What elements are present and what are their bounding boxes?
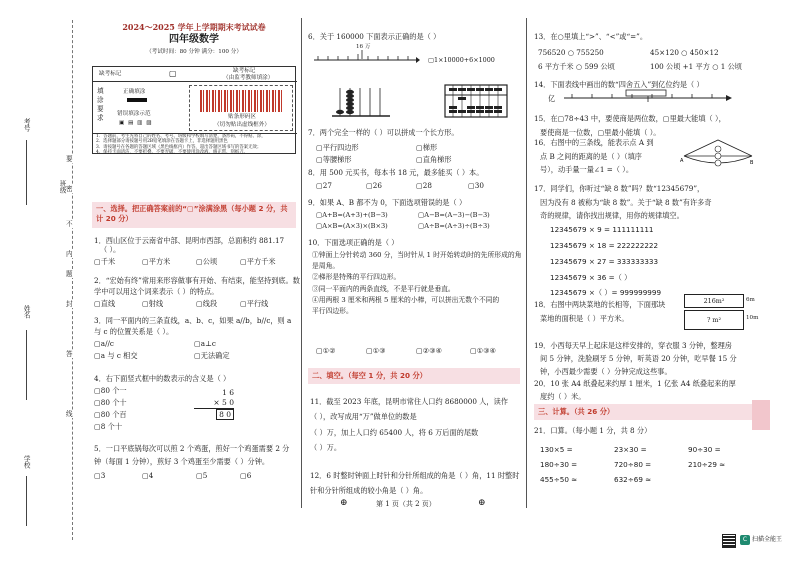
- q2-line-2: 学中可以用这个词来表示（ ）的特点。: [94, 287, 219, 296]
- info-divider: [93, 81, 297, 82]
- q12-line-2: 针和分针所组成的较小角是（ ）角。: [310, 486, 428, 496]
- q1-opt-c[interactable]: ▢公顷: [196, 257, 218, 266]
- q3-line-2: 与 c 的位置关系是（ ）。: [94, 327, 174, 336]
- absent-note-2: （由监考教师填涂）: [223, 75, 274, 81]
- absent-mark-label: 缺考标记: [99, 71, 122, 77]
- section-3-title: 三、计算。（共 26 分）: [534, 404, 756, 420]
- q19-line-1: 19．小西每天早上起床是这样安排的，穿衣服 3 分钟，整理房: [534, 341, 732, 350]
- column-2: [308, 6, 522, 526]
- barcode-note: （切勿贴出虚线框外）: [214, 122, 270, 128]
- calc-8[interactable]: 632÷69 ≈: [614, 475, 652, 485]
- q4-calc-row-3: 8 0: [216, 409, 234, 421]
- q4-calc-row-2: × 5 0: [194, 398, 234, 409]
- q13-text: 13．在○里填上“>”、“<”或“=”。: [534, 32, 648, 41]
- q9-text: 9．如果 A、B 都不为 0，下面选项错误的是（ ）: [308, 198, 467, 207]
- q7-opt-b[interactable]: ▢梯形: [416, 143, 438, 152]
- q13-items: [538, 46, 760, 73]
- fill-req-char-4: 求: [97, 113, 104, 122]
- q4-opt-b[interactable]: ▢80 个十: [94, 398, 127, 407]
- seal-char-8: 题: [66, 270, 73, 278]
- qr-code-icon: [722, 534, 736, 548]
- q20-line-2: 度约（ ）米。: [540, 391, 586, 401]
- q18-bottom-field: [684, 310, 744, 330]
- q4-opt-a[interactable]: ▢80 个一: [94, 386, 127, 395]
- q10-item-1b: 是周角。: [312, 262, 340, 271]
- calc-7[interactable]: 455÷50 ≈: [540, 475, 578, 485]
- q17-row-5: 12345679 ×（ ）= 999999999: [550, 288, 662, 298]
- q3-opt-a[interactable]: ▢a//c: [94, 339, 114, 348]
- exam-subtitle: 四年级数学: [169, 34, 219, 45]
- q11: [310, 394, 522, 456]
- svg-text:A: A: [680, 158, 684, 164]
- abacus-icon-2: [444, 84, 508, 118]
- banji-label: 班级: [58, 180, 67, 194]
- q18: [534, 298, 684, 325]
- q14-text: 14．下面表线中画出的数“四舍五入”到亿位约是（ ）: [534, 80, 704, 89]
- barcode-icon: [200, 90, 284, 112]
- fill-req-col: [97, 87, 107, 123]
- section-1-title: 一、选择。把正确答案前的“▢”涂满涂黑（每小题 2 分，共计 20 分）: [92, 202, 296, 228]
- q13-item-1[interactable]: 756520 ○ 755250: [538, 48, 604, 57]
- q10-text: 10．下面选项正确的是（ ）: [308, 238, 399, 247]
- q5-opt-b[interactable]: ▢4: [142, 471, 154, 480]
- q3-opt-d[interactable]: ▢无法确定: [194, 351, 230, 360]
- note-3: 3．请按题号在各题的答题区域（黑色线框内）作答，超出答题区域书写的答案无效；: [96, 144, 262, 150]
- q6-option-b[interactable]: ▢1×10000+6×1000: [428, 56, 495, 64]
- q16-line-1: 16．右图中的三条线，能表示点 A 到: [534, 138, 654, 147]
- q2-opt-d[interactable]: ▢平行线: [240, 299, 269, 308]
- q3-options: [94, 339, 298, 348]
- q1-line-1: 1．西山区位于云南省中部、昆明市西部，总面积约 881.17: [94, 236, 285, 245]
- abacus-icon-1: [330, 84, 392, 118]
- q6-option-a[interactable]: [312, 44, 420, 82]
- calc-5[interactable]: 720÷80 =: [614, 460, 652, 470]
- q11-line-1: 11．截至 2023 年底，昆明市常住人口约 8680000 人，读作: [310, 397, 508, 406]
- q18-top-label: 216m²: [703, 297, 725, 305]
- fill-req-char-3: 要: [97, 104, 104, 113]
- calc-3[interactable]: 90÷30 =: [688, 445, 721, 454]
- absent-note-1: 缺考标记: [233, 68, 256, 74]
- q4-text: 4．右下面竖式框中的数表示的含义是（ ）: [94, 374, 231, 383]
- q18-width-1: 6m: [746, 297, 755, 303]
- absent-mark-checkbox[interactable]: ▢: [169, 69, 177, 78]
- q11-line-2: （ ），改写成用“万”做单位的数是: [310, 412, 417, 422]
- edge-mark: [752, 400, 770, 430]
- q8-opt-d[interactable]: ▢30: [468, 181, 484, 190]
- q8-opt-a[interactable]: ▢27: [316, 181, 332, 190]
- q17-row-1: 12345679 × 9 = 111111111: [550, 225, 654, 234]
- seal-char-7: 答: [66, 350, 73, 358]
- q9-opt-a[interactable]: ▢A+B=(A+3)+(B−3): [316, 211, 388, 219]
- note-2: 2．选择题部分请按题号用2B铅笔填涂在答题卡上，非选择题用黑色: [96, 139, 228, 145]
- q6-text: 6．关于 160000 下面表示正确的是（ ）: [308, 32, 441, 41]
- q5-line-2: 钟（每面 1 分钟），煎好 3 个鸡蛋至少需要（ ）分钟。: [94, 457, 270, 466]
- q17-line-2: 因为没有 8 被称为“缺 8 数”。关于“缺 8 数”有许多奇: [540, 197, 712, 207]
- q14-label: 亿: [548, 94, 556, 103]
- q19-line-3: 钟，小西最少需要（ ）分钟完成这些事。: [540, 366, 672, 376]
- page-number: 第 1 页（共 2 页）: [376, 500, 436, 508]
- q7-options: [316, 142, 522, 166]
- q13-item-2[interactable]: 45×120 ○ 450×12: [650, 48, 719, 57]
- calc-2[interactable]: 23×30 =: [614, 445, 647, 454]
- q5-opt-d[interactable]: ▢6: [240, 471, 252, 480]
- q17-row-2: 12345679 × 18 = 222222222: [550, 240, 659, 250]
- q20: [534, 378, 760, 404]
- q7-opt-a[interactable]: ▢平行四边形: [316, 143, 359, 152]
- seal-char-5: 不: [66, 220, 73, 228]
- q8-opt-c[interactable]: ▢28: [416, 181, 432, 190]
- xuexiao-line: [26, 476, 27, 526]
- q7-text: 7．两个完全一样的（ ）可以拼成一个长方形。: [308, 128, 459, 137]
- q4-vertical-calc: [194, 388, 234, 420]
- q8-options: [316, 181, 522, 190]
- q8-opt-b[interactable]: ▢26: [366, 181, 382, 190]
- xingming-line: [26, 330, 27, 400]
- q16-lines-figure: [680, 136, 756, 168]
- q1-opt-d[interactable]: ▢平方千米: [240, 257, 276, 266]
- fill-req-char-2: 涂: [97, 95, 104, 104]
- column-1: [90, 6, 298, 526]
- q13-item-3[interactable]: 6 平方千米 ○ 599 公顷: [538, 61, 615, 71]
- q3: [94, 316, 298, 360]
- q12: [310, 468, 522, 499]
- q17: [534, 182, 760, 223]
- seal-char-3: 线: [66, 410, 73, 418]
- time-score: （考试时间：80 分钟 满分：100 分）: [146, 49, 242, 55]
- svg-text:B: B: [750, 160, 754, 166]
- column-divider-2: [526, 18, 527, 508]
- q3-opt-b[interactable]: ▢a⊥c: [194, 339, 216, 348]
- q5: [94, 444, 298, 480]
- q4-opt-d[interactable]: ▢8 个十: [94, 422, 123, 431]
- q18-bottom-label: ? m²: [706, 316, 722, 324]
- q11-line-3: （ ）万，加上人口约 65400 人，将 6 万后面的尾数: [310, 427, 479, 437]
- seal-char-1: 密: [66, 185, 73, 193]
- q10-item-3: ③同一平面内的两条直线，不是平行就是垂直。: [312, 284, 455, 293]
- q5-line-1: 5．一口平底锅每次可以煎 2 个鸡蛋，煎好一个鸡蛋需要 2 分: [94, 444, 290, 453]
- q17-row-3: 12345679 × 27 = 333333333: [550, 256, 659, 266]
- q2: [94, 276, 298, 308]
- barcode-area: [189, 85, 293, 131]
- seal-char-2: 封: [66, 300, 73, 308]
- q16-line-3: 号），动手量一量∠1 =（ ）。: [540, 165, 634, 175]
- q5-opt-c[interactable]: ▢5: [196, 471, 208, 480]
- q10-item-1: ①钟面上分针转动 360 分，当时针从 1 时开始转动时的先所形成的角: [312, 251, 522, 259]
- q15-line-1: 15．在▢78÷43 中，要使商是两位数，▢里最大能填（ ），: [534, 114, 726, 123]
- xuexiao-label: 学校: [22, 455, 31, 469]
- q19-line-2: 间 5 分钟，洗脸刷牙 5 分钟，听英语 20 分钟，吃早餐 15 分: [540, 353, 737, 363]
- q17-line-1: 17．同学们，你听过“缺 8 数”吗？数“12345679”，: [534, 184, 705, 193]
- q2-opt-c[interactable]: ▢线段: [196, 299, 218, 308]
- q2-options: [94, 299, 298, 308]
- correct-fill-sample: [127, 98, 147, 102]
- column-divider-1: [301, 18, 302, 508]
- exam-title: 2024～2025 学年上学期期末考试试卷: [122, 22, 266, 32]
- q6-numberline-label: 16 万: [356, 44, 371, 50]
- q5-opt-a[interactable]: ▢3: [94, 471, 106, 480]
- q10-items: [312, 250, 522, 317]
- q10-item-4b: 平行四边形。: [312, 307, 353, 316]
- scanner-brand: 扫描全能王: [752, 536, 783, 543]
- crosshair-icon-right: ⊕: [478, 498, 486, 508]
- q18-line-1: 18．右图中两块菜地的长相等，下面那块: [534, 300, 666, 309]
- q5-options: [94, 471, 298, 480]
- q10-opt-a[interactable]: ▢①②: [316, 346, 336, 355]
- seal-char-4: 内: [66, 250, 73, 258]
- q20-line-1: 20．10 张 A4 纸叠起来约厚 1 厘米，1 亿张 A4 纸叠起来的厚: [534, 379, 736, 388]
- calc-grid: [540, 442, 760, 487]
- q1: [94, 236, 298, 266]
- calc-6[interactable]: 210÷29 ≈: [688, 460, 726, 470]
- q13-item-4[interactable]: 100 公顷 +1 平方 ○ 1 公顷: [650, 61, 742, 71]
- q10-item-2: ②梯形是特殊的平行四边形。: [312, 273, 401, 282]
- q10-item-4: ④用两根 3 厘米和两根 5 厘米的小棒，可以拼出无数个不同的: [312, 295, 500, 304]
- seal-char-6: 要: [66, 155, 73, 163]
- q2-line-1: 2．“宏始有终”常用来形容做事有开始、有结束，能坚持到底。数: [94, 276, 300, 285]
- q1-opt-b[interactable]: ▢平方米: [142, 257, 171, 266]
- q4: [94, 374, 298, 431]
- xingming-label: 姓名: [22, 305, 31, 319]
- kaohao-line: [26, 140, 27, 205]
- q9-options: [316, 210, 526, 232]
- q11-line-4: （ ）万。: [310, 443, 342, 453]
- q9-opt-d[interactable]: ▢A÷B=(A÷3)÷(B÷3): [418, 222, 490, 231]
- q8-text: 8．用 500 元买书，每本书 18 元，最多能买（ ）本。: [308, 168, 484, 177]
- calc-1[interactable]: 130×5 =: [540, 445, 573, 454]
- q2-opt-a[interactable]: ▢直线: [94, 299, 116, 308]
- q1-options: [94, 257, 298, 266]
- wrong-fill-sample: ▣ ▤ ▥ ▨: [119, 120, 153, 126]
- note-4: 4．保持卡面清洁，不要折叠、不要弄破，不要使用涂改液、修正带、刮纸刀。: [96, 149, 249, 154]
- q4-opt-c[interactable]: ▢80 个百: [94, 410, 127, 419]
- q15-line-2: 要使商是一位数，▢里最小能填（ ）。: [540, 127, 661, 137]
- crosshair-icon-left: ⊕: [340, 498, 348, 508]
- q9-opt-b[interactable]: ▢A−B=(A−3)−(B−3): [418, 211, 490, 219]
- wrong-fill-label: 错误填涂示范: [117, 111, 151, 117]
- q17-rows: [550, 222, 750, 301]
- q19: [534, 340, 760, 379]
- q17-row-4: 12345679 × 36 =（ ）: [550, 272, 632, 282]
- q21-text: 21．口算。（每小题 1 分，共 8 分）: [534, 426, 652, 435]
- q14-numberline-icon: [562, 88, 732, 106]
- seal-line: [72, 20, 73, 540]
- barcode-label: 贴条形码区: [228, 114, 256, 120]
- q9-opt-c[interactable]: ▢A×B=(A×3)×(B×3): [316, 222, 388, 231]
- info-box: [92, 66, 296, 154]
- q3-opt-c[interactable]: ▢a 与 c 相交: [94, 351, 138, 360]
- column-3: [534, 6, 760, 526]
- q10-opt-d[interactable]: ▢①③④: [470, 346, 497, 355]
- correct-fill-label: 正确填涂: [123, 89, 146, 95]
- q18-line-2: 菜地的面积是（ ）平方米。: [540, 313, 629, 323]
- q16-line-2: 点 B 之间的距离的是（ ）（填序: [540, 151, 642, 161]
- binding-strip: [0, 0, 88, 561]
- q1-opt-a[interactable]: ▢千米: [94, 257, 116, 266]
- note-1: 1．答题前，考生先将自己的姓名、考号、班级和学校填写清楚，条形码，不得贴、涂，: [96, 134, 266, 139]
- q3-options-2: [94, 351, 298, 360]
- scanner-logo-icon: C: [740, 535, 750, 545]
- q2-opt-b[interactable]: ▢射线: [142, 299, 164, 308]
- q18-top-field: [684, 294, 744, 308]
- q12-line-1: 12．6 时整时钟面上时针和分针所组成的角是（ ）角，11 时整时: [310, 471, 520, 480]
- q10-opt-b[interactable]: ▢①③: [366, 346, 386, 355]
- q4-calc-row-1: 1 6: [222, 388, 234, 397]
- calc-4[interactable]: 180÷30 =: [540, 460, 578, 470]
- q1-line-2: （ ）。: [100, 245, 121, 254]
- q10-opt-c[interactable]: ▢②③④: [416, 346, 443, 355]
- fill-req-char-1: 填: [97, 87, 104, 95]
- q6-numberline-icon: [312, 50, 420, 68]
- section-2-title: 二、填空。（每空 1 分，共 20 分）: [308, 368, 520, 384]
- q10-options: [316, 346, 522, 355]
- kaohao-label: 考号: [22, 118, 31, 132]
- q7-opt-c[interactable]: ▢等腰梯形: [316, 155, 352, 165]
- q17-line-3: 奇的规律，请你找出规律，用你的规律填空。: [540, 211, 684, 221]
- q18-width-2: 10m: [746, 315, 759, 321]
- q7-opt-d[interactable]: ▢直角梯形: [416, 155, 452, 165]
- notes: [96, 134, 296, 154]
- q18-figure: [684, 294, 759, 334]
- q3-line-1: 3．同一平面内的三条直线，a、b、c，如果 a//b，b//c，则 a: [94, 316, 292, 325]
